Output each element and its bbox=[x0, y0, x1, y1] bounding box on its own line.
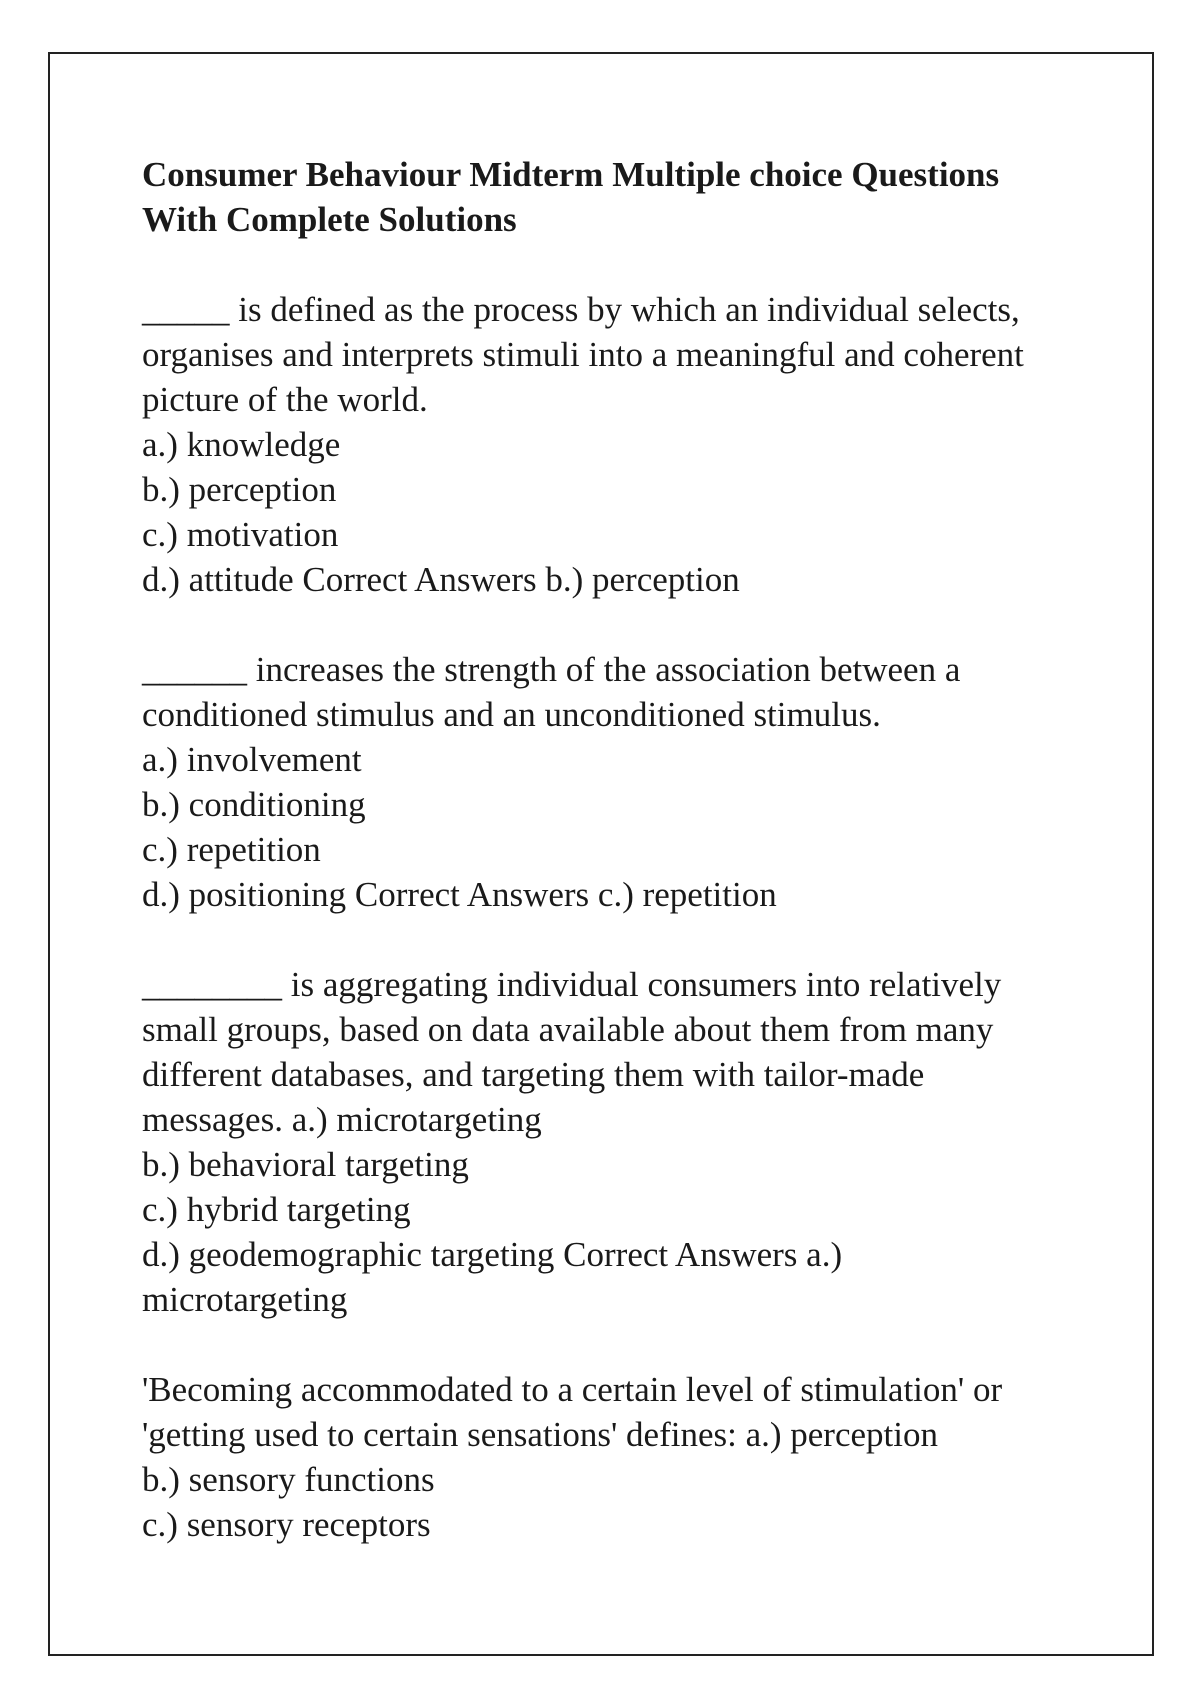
document-body bbox=[142, 152, 1072, 1592]
question-4-option: b.) sensory functions bbox=[142, 1460, 435, 1499]
question-3-option: c.) hybrid targeting bbox=[142, 1190, 411, 1229]
question-1-line: organises and interprets stimuli into a meaningful and coherent bbox=[142, 335, 1024, 374]
question-2 bbox=[142, 647, 1072, 917]
question-2-option-answer: d.) positioning Correct Answers c.) repetition bbox=[142, 875, 777, 914]
question-3-line: ________ is aggregating individual consumers into relatively bbox=[142, 965, 1002, 1004]
question-3-option-answer: d.) geodemographic targeting Correct Answers a.) bbox=[142, 1235, 843, 1274]
question-4 bbox=[142, 1367, 1072, 1547]
question-2-option: c.) repetition bbox=[142, 830, 321, 869]
question-3-answer-continued: microtargeting bbox=[142, 1280, 348, 1319]
question-1-line: _____ is defined as the process by which an individual selects, bbox=[142, 290, 1020, 329]
question-2-line: conditioned stimulus and an unconditioned stimulus. bbox=[142, 695, 881, 734]
question-1-option: c.) motivation bbox=[142, 515, 339, 554]
question-3 bbox=[142, 962, 1072, 1322]
question-1-line: picture of the world. bbox=[142, 380, 428, 419]
question-3-line: different databases, and targeting them with tailor-made bbox=[142, 1055, 925, 1094]
question-4-line: 'getting used to certain sensations' defines: a.) perception bbox=[142, 1415, 938, 1454]
question-3-line: small groups, based on data available about them from many bbox=[142, 1010, 994, 1049]
question-1-option: b.) perception bbox=[142, 470, 337, 509]
title-line: Consumer Behaviour Midterm Multiple choice Questions bbox=[142, 155, 1000, 194]
document-title bbox=[142, 152, 1072, 242]
question-1-option: a.) knowledge bbox=[142, 425, 341, 464]
question-4-option: c.) sensory receptors bbox=[142, 1505, 431, 1544]
question-2-option: a.) involvement bbox=[142, 740, 362, 779]
question-1-option-answer: d.) attitude Correct Answers b.) perception bbox=[142, 560, 740, 599]
question-1 bbox=[142, 287, 1072, 602]
question-4-line: 'Becoming accommodated to a certain level of stimulation' or bbox=[142, 1370, 1003, 1409]
question-3-option: b.) behavioral targeting bbox=[142, 1145, 469, 1184]
question-2-line: ______ increases the strength of the association between a bbox=[142, 650, 961, 689]
question-2-option: b.) conditioning bbox=[142, 785, 366, 824]
question-3-line: messages. a.) microtargeting bbox=[142, 1100, 542, 1139]
title-line: With Complete Solutions bbox=[142, 200, 517, 239]
